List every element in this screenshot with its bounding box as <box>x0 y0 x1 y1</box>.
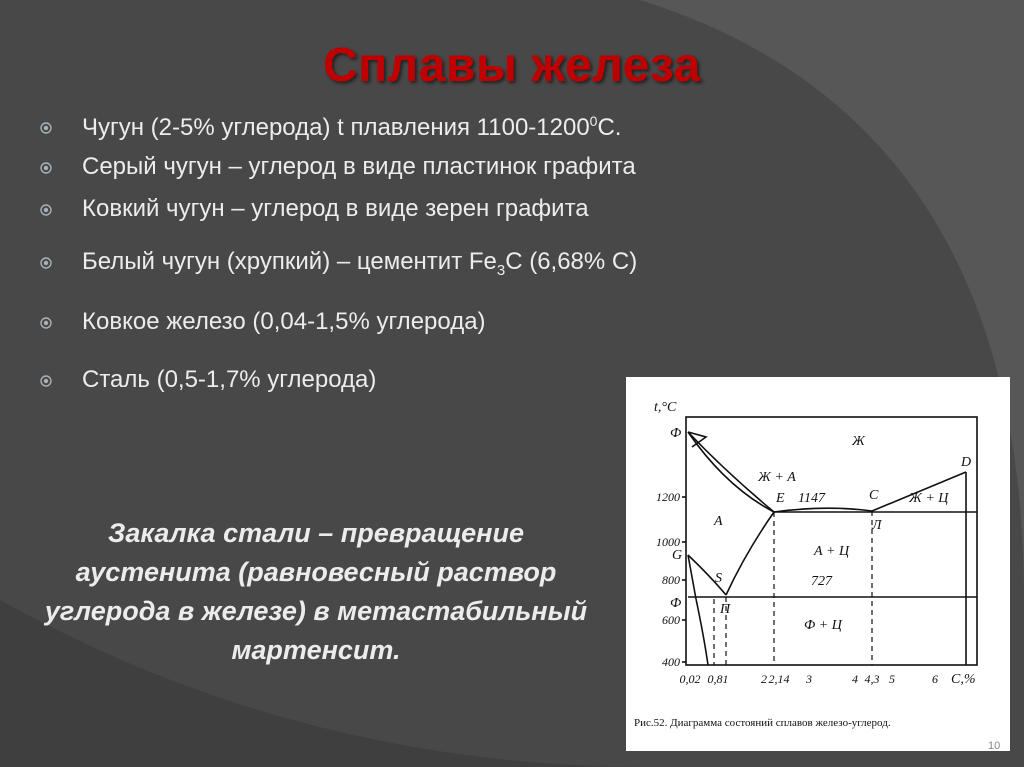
page-number: 10 <box>988 740 1001 752</box>
es-line <box>726 512 774 595</box>
x-tick: 0,02 <box>679 672 701 686</box>
bullet-tail: С. <box>597 114 622 141</box>
pq-line <box>696 599 708 665</box>
eutectoid-temp-label: 727 <box>811 574 832 589</box>
bullet-text: Ковкое железо (0,04-1,5% углерода) <box>82 308 486 335</box>
bullet-text: Сталь (0,5-1,7% углерода) <box>82 366 377 393</box>
bullet-text: Серый чугун – углерод в виде пластинок графита <box>82 153 636 180</box>
bullet-marker-icon <box>40 162 52 174</box>
y-tick: 400 <box>662 655 680 669</box>
point-e-label: E <box>776 491 785 506</box>
bullet-text: Белый чугун (хрупкий) – цементит Fe <box>82 248 497 275</box>
point-p-label: П <box>720 602 731 617</box>
x-tick: 2,14 <box>768 672 790 686</box>
y-tick: 1200 <box>656 490 680 504</box>
point-c-label: C <box>869 488 879 503</box>
point-s-label: S <box>715 571 722 586</box>
y-tick: 1000 <box>656 535 680 549</box>
region-liquid: Ж <box>852 434 865 449</box>
x-tick: 4,3 <box>864 672 880 686</box>
x-tick: 5 <box>889 672 895 686</box>
eutectic-temp-label: 1147 <box>798 491 825 506</box>
x-tick: 3 <box>806 672 812 686</box>
phase-diagram-svg <box>626 377 1010 751</box>
bullet-superscript: 0 <box>589 113 598 129</box>
x-axis-label: C,% <box>951 672 976 687</box>
bullet-marker-icon <box>40 317 52 329</box>
point-f-label: Ф <box>670 426 682 441</box>
point-phi-label: Ф <box>670 596 682 611</box>
y-tick: 600 <box>662 613 680 627</box>
point-g-label: G <box>672 548 683 563</box>
region-austenite: А <box>714 514 723 529</box>
region-liquid-cementite: Ж + Ц <box>909 491 949 506</box>
bullet-marker-icon <box>40 257 52 269</box>
x-tick: 4 <box>852 672 858 686</box>
bullet-text: Ковкий чугун – углерод в виде зерен графита <box>82 195 589 222</box>
bullet-marker-icon <box>40 122 52 134</box>
bullet-subscript: 3 <box>496 261 506 279</box>
point-d-label: D <box>961 455 972 470</box>
bullet-text: Чугун (2-5% углерода) t плавления 1100-1200 <box>82 114 590 141</box>
slide-title: Сплавы железа <box>323 39 701 92</box>
x-tick: 2 <box>761 672 767 686</box>
diagram-caption: Рис.52. Диаграмма состояний сплавов железо-углерод. <box>634 717 891 729</box>
y-tick: 800 <box>662 573 680 587</box>
region-ferrite-cementite: Ф + Ц <box>804 618 842 633</box>
point-l-label: Л <box>872 518 882 533</box>
region-liquid-austenite: Ж + А <box>758 470 796 485</box>
x-tick: 0,81 <box>707 672 729 686</box>
bullet-marker-icon <box>40 375 52 387</box>
quenching-note: Закалка стали – превращение аустенита (равновесный раствор углерода в железе) в метастабильный мартенсит. <box>44 518 588 665</box>
bullet-tail: С (6,68% С) <box>505 248 638 275</box>
bullet-marker-icon <box>40 204 52 216</box>
region-austenite-cementite: А + Ц <box>814 544 850 559</box>
iron-carbon-diagram <box>626 377 1010 751</box>
y-axis-label: t,°C <box>654 400 677 415</box>
x-tick: 6 <box>932 672 938 686</box>
